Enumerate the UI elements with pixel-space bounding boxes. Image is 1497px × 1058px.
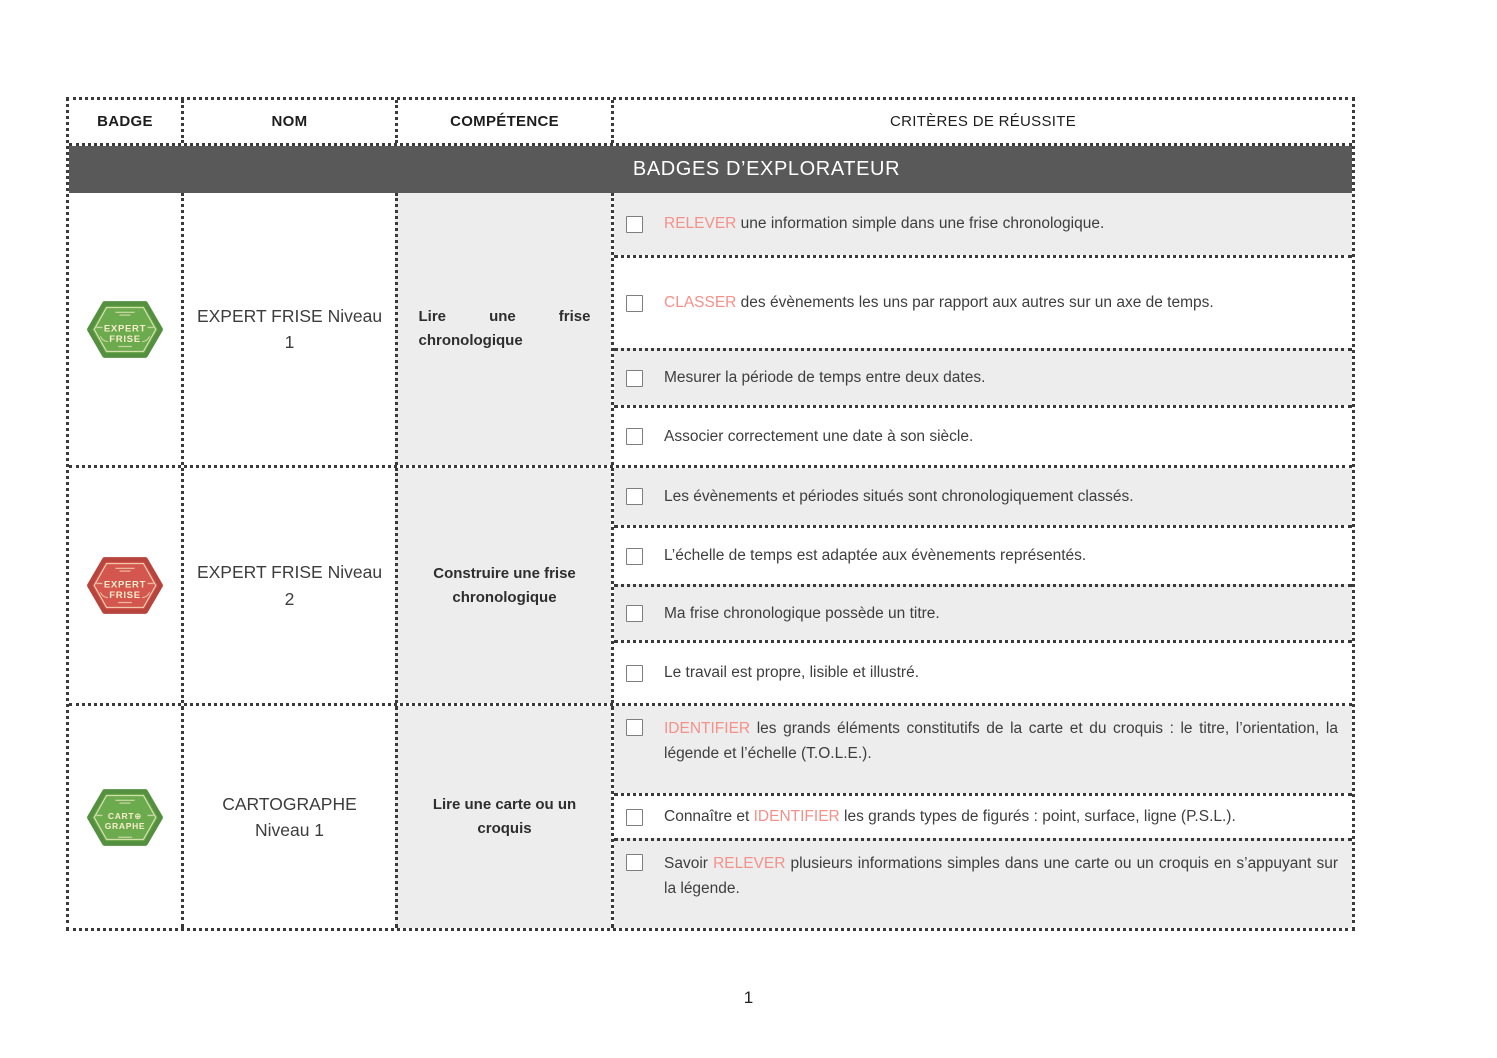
criterion-row: [614, 255, 1352, 348]
criterion-row: [614, 525, 1352, 584]
badge-cell: [69, 706, 181, 928]
competence-cell: Construire une frise chronologique: [395, 468, 611, 703]
criterion-checkbox[interactable]: [626, 295, 643, 312]
criterion-row: [614, 793, 1352, 838]
criterion-row: [614, 838, 1352, 928]
criterion-checkbox[interactable]: [626, 370, 643, 387]
criterion-row: [614, 640, 1352, 703]
cartographe-level1-badge-icon: [84, 786, 166, 849]
section-band: [69, 146, 1352, 193]
badge-name: EXPERT FRISE Niveau 1: [181, 193, 395, 465]
criterion-text: Associer correctement une date à son siècle.: [664, 427, 974, 445]
criterion-checkbox[interactable]: [626, 605, 643, 622]
svg-text:FRISE: FRISE: [109, 589, 141, 601]
header-criteres: CRITÈRES DE RÉUSSITE: [611, 100, 1352, 143]
criterion-checkbox[interactable]: [626, 665, 643, 682]
table-row: [69, 465, 1352, 703]
section-band-title: BADGES D’EXPLORATEUR: [632, 158, 901, 180]
criterion-text: Savoir RELEVER plusieurs informations simples dans une carte ou un croquis en s’appuyant sur la légende.: [664, 855, 1338, 898]
criterion-checkbox[interactable]: [626, 216, 643, 233]
criterion-row: [614, 584, 1352, 640]
criterion-checkbox[interactable]: [626, 428, 643, 445]
criterion-checkbox[interactable]: [626, 719, 643, 736]
criterion-text: Les évènements et périodes situés sont chronologiquement classés.: [664, 487, 1134, 505]
svg-text:EXPERT: EXPERT: [103, 579, 147, 591]
criterion-row: [614, 468, 1352, 525]
criterion-row: [614, 706, 1352, 793]
badge-cell: [69, 193, 181, 465]
criterion-text: Mesurer la période de temps entre deux dates.: [664, 369, 986, 387]
criteria-cell: [611, 706, 1352, 928]
table-row: [69, 703, 1352, 928]
criterion-text: Connaître et IDENTIFIER les grands types de figurés : point, surface, ligne (P.S.L.).: [664, 808, 1236, 826]
criterion-text: Le travail est propre, lisible et illustré.: [664, 664, 920, 682]
criteria-cell: [611, 468, 1352, 703]
badge-name: CARTOGRAPHE Niveau 1: [181, 706, 395, 928]
competence-cell: Lire une carte ou un croquis: [395, 706, 611, 928]
table-row: [69, 193, 1352, 465]
header-badge: BADGE: [97, 113, 153, 130]
expert-frise-level2-badge-icon: [84, 554, 166, 617]
table-header-row: [69, 100, 1352, 146]
criterion-text: IDENTIFIER les grands éléments constitutifs de la carte et du croquis : le titre, l’orientation, la légende et l’échelle (T.O.L.E.).: [664, 720, 1338, 763]
svg-text:FRISE: FRISE: [109, 333, 141, 345]
criterion-checkbox[interactable]: [626, 488, 643, 505]
page-number: 1: [743, 988, 754, 1007]
header-competence: COMPÉTENCE: [395, 100, 611, 143]
expert-frise-level1-badge-icon: [84, 298, 166, 361]
criterion-row: [614, 405, 1352, 465]
criterion-row: [614, 348, 1352, 405]
svg-text:EXPERT: EXPERT: [103, 323, 147, 335]
criterion-text: L’échelle de temps est adaptée aux évènements représentés.: [664, 547, 1087, 565]
badge-name: EXPERT FRISE Niveau 2: [181, 468, 395, 703]
criterion-text: CLASSER des évènements les uns par rapport aux autres sur un axe de temps.: [664, 294, 1214, 312]
criterion-checkbox[interactable]: [626, 548, 643, 565]
criteria-cell: [611, 193, 1352, 465]
criterion-text: RELEVER une information simple dans une frise chronologique.: [664, 215, 1105, 233]
criterion-checkbox[interactable]: [626, 809, 643, 826]
criterion-row: [614, 193, 1352, 255]
svg-text:GRAPHE: GRAPHE: [104, 820, 146, 831]
header-nom: NOM: [181, 100, 395, 143]
badges-table: [66, 97, 1355, 931]
competence-cell: Lire une frise chronologique: [395, 193, 611, 465]
criterion-text: Ma frise chronologique possède un titre.: [664, 604, 940, 622]
svg-text:CART⊕: CART⊕: [107, 810, 143, 821]
criterion-checkbox[interactable]: [626, 854, 643, 871]
badge-cell: [69, 468, 181, 703]
